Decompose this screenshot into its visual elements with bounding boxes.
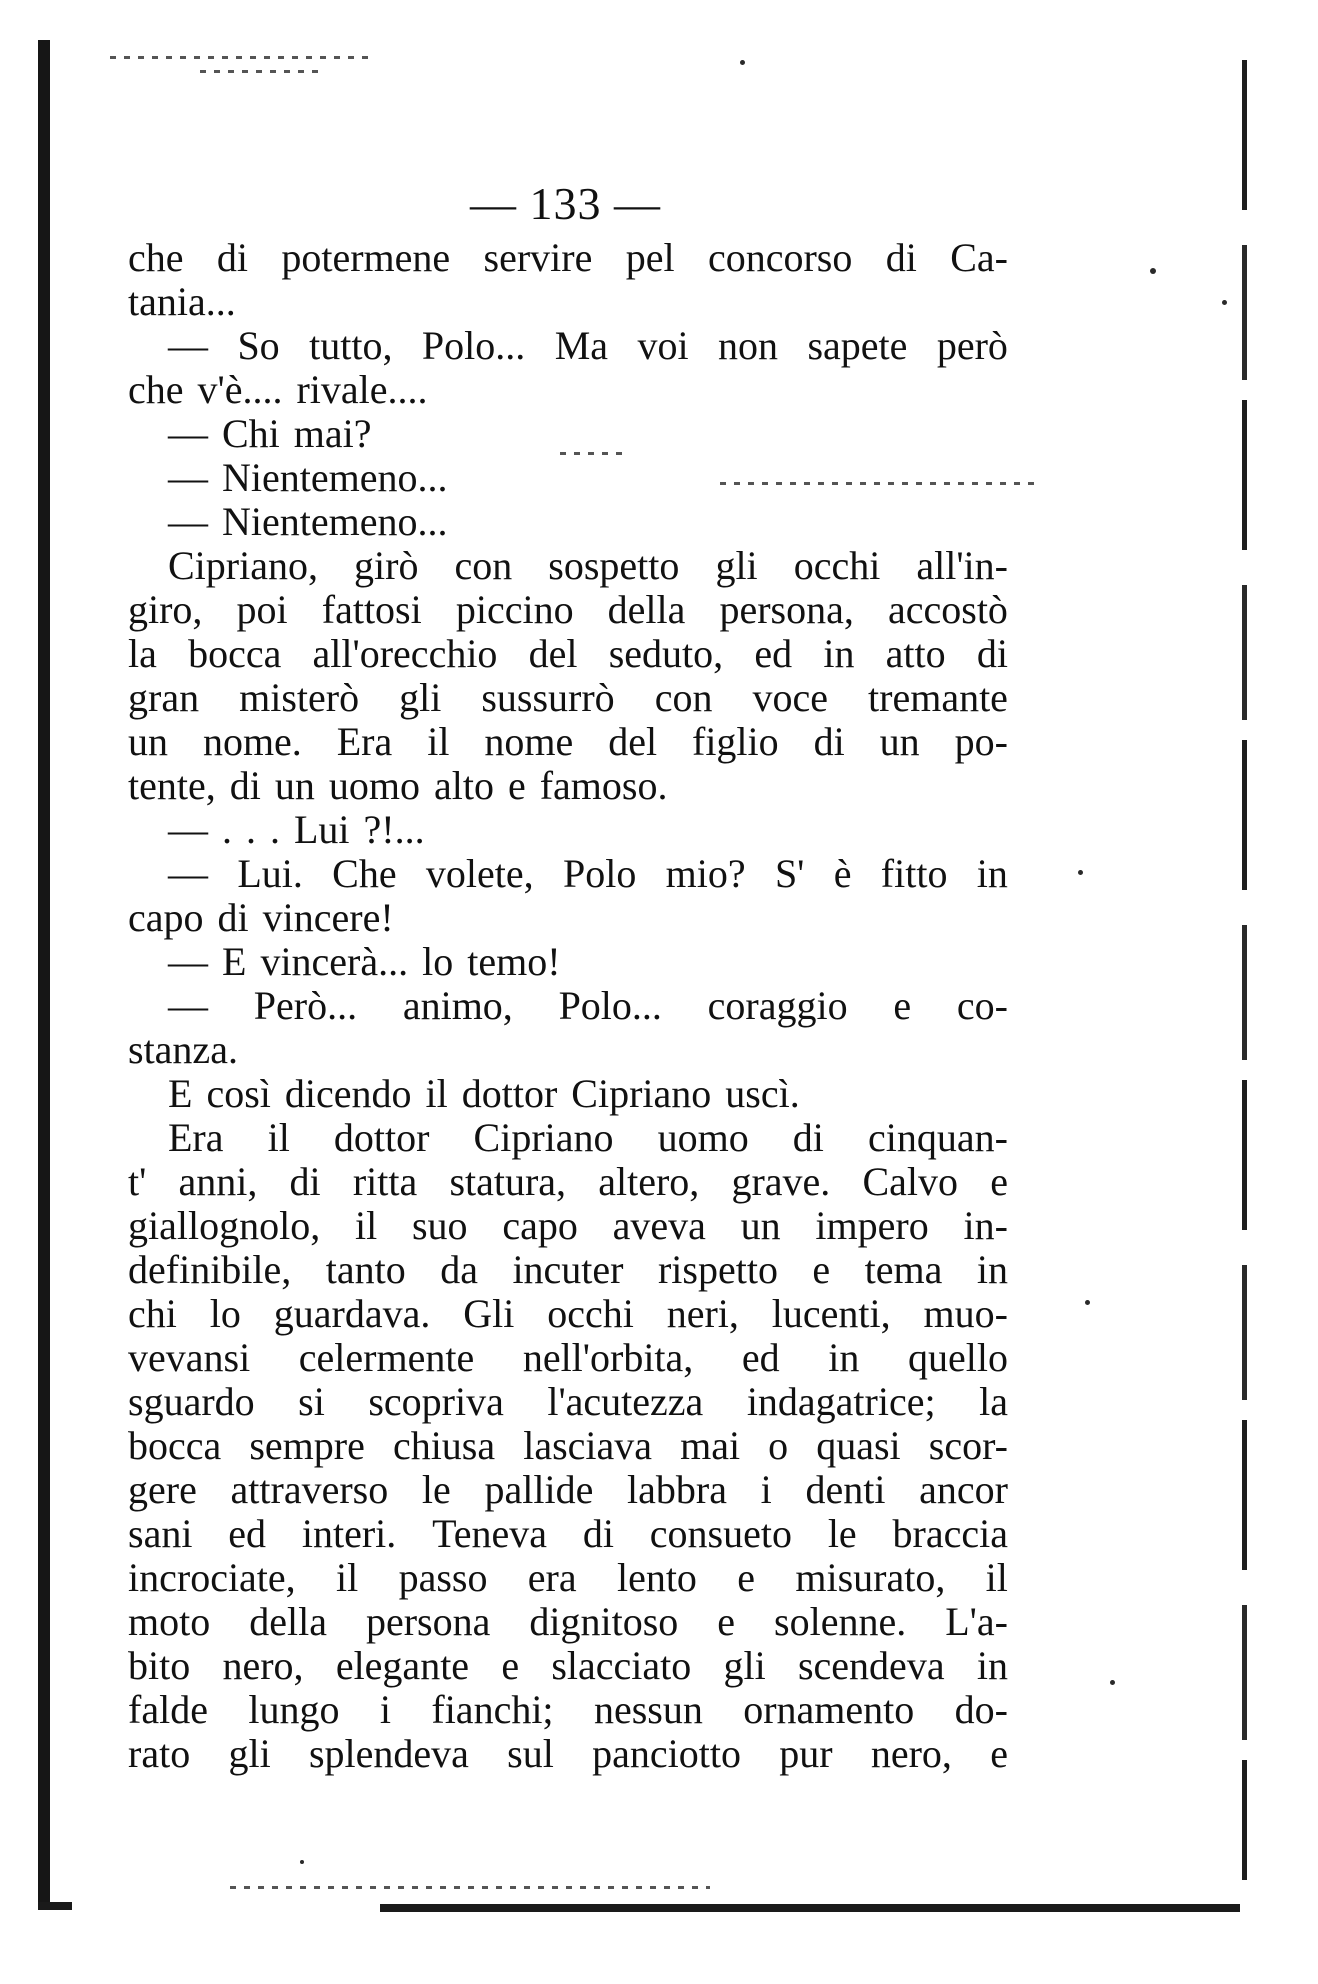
text-line: la bocca all'orecchio del seduto, ed in atto di [128,631,1008,676]
text-line: — E vincerà... lo temo! [168,939,561,984]
scan-edge-left [38,40,50,1910]
text-line: un nome. Era il nome del figlio di un po- [128,719,1008,764]
text-line: t' anni, di ritta statura, altero, grave. Calvo e [128,1159,1008,1204]
text-line: tente, di un uomo alto e famoso. [128,763,668,808]
text-line: capo di vincere! [128,895,394,940]
text-line: giallognolo, il suo capo aveva un impero in- [128,1203,1008,1248]
text-line: giro, poi fattosi piccino della persona, accostò [128,587,1008,632]
text-line: moto della persona dignitoso e solenne. L'a- [128,1599,1008,1644]
text-line: — Però... animo, Polo... coraggio e co- [168,983,1008,1028]
text-line: — Nientemeno... [168,499,448,544]
text-line: — So tutto, Polo... Ma voi non sapete però [168,323,1008,368]
text-line: sani ed interi. Teneva di consueto le braccia [128,1511,1008,1556]
text-line: tania... [128,279,236,324]
scan-speck [1085,1300,1090,1305]
text-line: sguardo si scopriva l'acutezza indagatrice; la [128,1379,1008,1424]
scan-speck [1222,300,1227,305]
page-number: — 133 — [470,178,661,229]
scan-noise [200,70,320,73]
text-line: stanza. [128,1027,238,1072]
text-line: definibile, tanto da incuter rispetto e tema in [128,1247,1008,1292]
scan-speck [1078,870,1083,875]
text-line: falde lungo i fianchi; nessun ornamento do- [128,1687,1008,1732]
scan-speck [1150,268,1156,274]
scan-speck [1110,1680,1115,1685]
text-line: bito nero, elegante e slacciato gli scendeva in [128,1643,1008,1688]
text-line: E così dicendo il dottor Cipriano uscì. [168,1071,800,1116]
scan-edge-bottom-corner [38,1902,72,1910]
text-line: Era il dottor Cipriano uomo di cinquan- [168,1115,1008,1160]
scan-edge-right [1242,60,1247,1880]
text-line: — Lui. Che volete, Polo mio? S' è fitto in [168,851,1008,896]
scan-noise [110,56,370,59]
text-line: gran misterò gli sussurrò con voce tremante [128,675,1008,720]
scan-edge-bottom [380,1904,1240,1912]
text-line: incrociate, il passo era lento e misurato, il [128,1555,1008,1600]
text-line: vevansi celermente nell'orbita, ed in quello [128,1335,1008,1380]
text-line: chi lo guardava. Gli occhi neri, lucenti, muo- [128,1291,1008,1336]
scan-speck [300,1860,304,1864]
text-line: — Nientemeno... [168,455,448,500]
scan-speck [740,60,745,65]
body-text [128,236,1008,1776]
text-line: — Chi mai? [168,411,372,456]
text-line: che v'è.... rivale.... [128,367,428,412]
scan-noise [230,1886,710,1889]
text-line: che di potermene servire pel concorso di Ca- [128,235,1008,280]
text-line: rato gli splendeva sul panciotto pur nero, e [128,1731,1008,1776]
text-line: bocca sempre chiusa lasciava mai o quasi scor- [128,1423,1008,1468]
text-line: gere attraverso le pallide labbra i denti ancor [128,1467,1008,1512]
text-line: — . . . Lui ?!... [168,807,425,852]
text-line: Cipriano, girò con sospetto gli occhi all'in- [168,543,1008,588]
